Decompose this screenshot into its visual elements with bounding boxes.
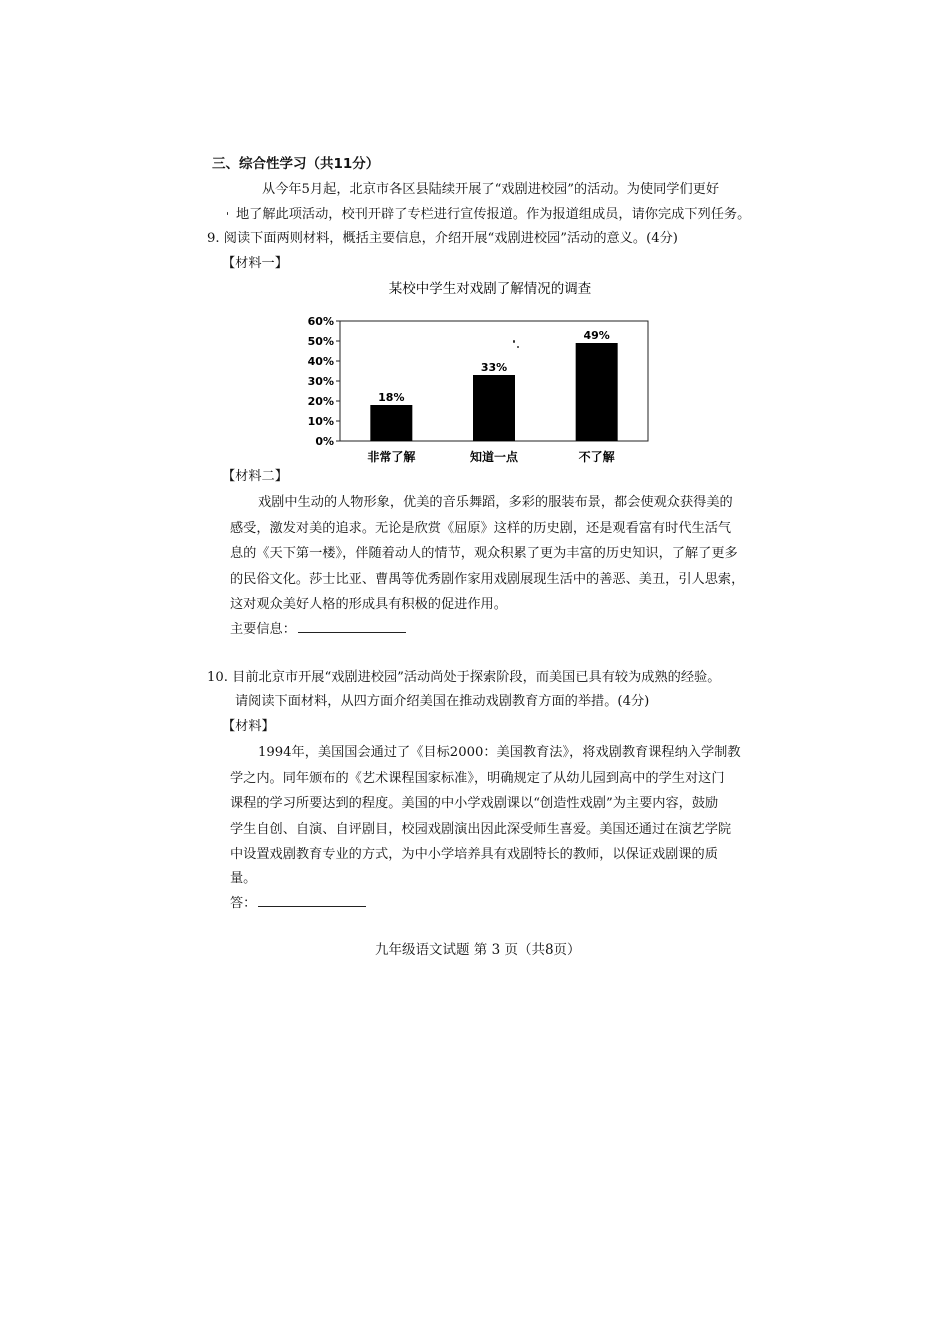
scan-speck bbox=[513, 340, 515, 343]
material-2-line-1: 戏剧中生动的人物形象，优美的音乐舞蹈，多彩的服装布景，都会使观众获得美的 bbox=[258, 495, 733, 510]
material-2-line-2: 感受，激发对美的追求。无论是欣赏《屈原》这样的历史剧，还是观看富有时代生活气 bbox=[230, 521, 732, 536]
bar-data-label: 49% bbox=[583, 329, 610, 342]
answer-blank[interactable] bbox=[258, 894, 366, 907]
x-category-label: 非常了解 bbox=[367, 450, 416, 464]
answer-label: 答： bbox=[230, 896, 257, 911]
material-line-4: 学生自创、自演、自评剧目，校园戏剧演出因此深受师生喜爱。美国还通过在演艺学院 bbox=[230, 822, 732, 837]
x-category-label: 不了解 bbox=[578, 450, 615, 464]
answer-row bbox=[230, 894, 366, 913]
chart-title: 某校中学生对戏剧了解情况的调查 bbox=[388, 281, 592, 297]
y-tick-label: 40% bbox=[307, 355, 334, 368]
question-10-prompt-line-1: 10. 目前北京市开展“戏剧进校园”活动尚处于探索阶段，而美国已具有较为成熟的经验。 bbox=[207, 670, 721, 685]
bar-data-label: 33% bbox=[480, 361, 508, 374]
section-title: 三、综合性学习（共11分） bbox=[212, 156, 380, 172]
y-tick-label: 0% bbox=[315, 435, 334, 448]
material-line-3: 课程的学习所要达到的程度。美国的中小学戏剧课以“创造性戏剧”为主要内容，鼓励 bbox=[230, 796, 719, 811]
bar bbox=[473, 375, 515, 441]
material-line-1: 1994年，美国国会通过了《目标2000：美国教育法》，将戏剧教育课程纳入学制教 bbox=[258, 745, 741, 760]
scan-speck bbox=[227, 212, 228, 215]
material-2-line-3: 息的《天下第一楼》，伴随着动人的情节，观众积累了更为丰富的历史知识，了解了更多 bbox=[230, 546, 738, 561]
material-2-line-5: 这对观众美好人格的形成具有积极的促进作用。 bbox=[230, 597, 507, 612]
bar bbox=[370, 405, 412, 441]
bar-data-label: 18% bbox=[378, 391, 405, 404]
question-9-prompt: 9. 阅读下面两则材料，概括主要信息，介绍开展“戏剧进校园”活动的意义。(4分) bbox=[207, 231, 678, 246]
material-label: 【材料】 bbox=[222, 719, 275, 734]
main-info-blank[interactable] bbox=[298, 620, 406, 633]
material-line-2: 学之内。同年颁布的《艺术课程国家标准》，明确规定了从幼儿园到高中的学生对这门 bbox=[230, 771, 725, 786]
main-info-label: 主要信息： bbox=[230, 622, 296, 637]
material-line-5: 中设置戏剧教育专业的方式，为中小学培养具有戏剧特长的教师，以保证戏剧课的质 bbox=[230, 847, 718, 862]
material-2-line-4: 的民俗文化。莎士比亚、曹禺等优秀剧作家用戏剧展现生活中的善恶、美丑，引人思索， bbox=[230, 572, 745, 587]
y-tick-label: 10% bbox=[307, 415, 334, 428]
y-tick-label: 30% bbox=[307, 375, 334, 388]
main-info-answer bbox=[230, 620, 406, 639]
page-footer: 九年级语文试题 第 3 页（共8页） bbox=[375, 942, 581, 958]
material-line-6: 量。 bbox=[230, 871, 257, 886]
y-tick-label: 50% bbox=[307, 335, 334, 348]
material-1-label: 【材料一】 bbox=[222, 256, 288, 271]
material-2-label: 【材料二】 bbox=[222, 469, 288, 484]
bar bbox=[576, 343, 618, 441]
intro-line-1: 从今年5月起，北京市各区县陆续开展了“戏剧进校园”的活动。为使同学们更好 bbox=[262, 182, 720, 197]
question-10-prompt-line-2: 请阅读下面材料，从四方面介绍美国在推动戏剧教育方面的举措。(4分) bbox=[235, 694, 650, 709]
intro-line-2: 地了解此项活动，校刊开辟了专栏进行宣传报道。作为报道组成员，请你完成下列任务。 bbox=[236, 207, 751, 222]
y-tick-label: 20% bbox=[307, 395, 334, 408]
scan-speck bbox=[517, 346, 519, 348]
y-tick-label: 60% bbox=[307, 315, 334, 328]
survey-bar-chart bbox=[300, 281, 680, 470]
x-category-label: 知道一点 bbox=[469, 450, 519, 464]
